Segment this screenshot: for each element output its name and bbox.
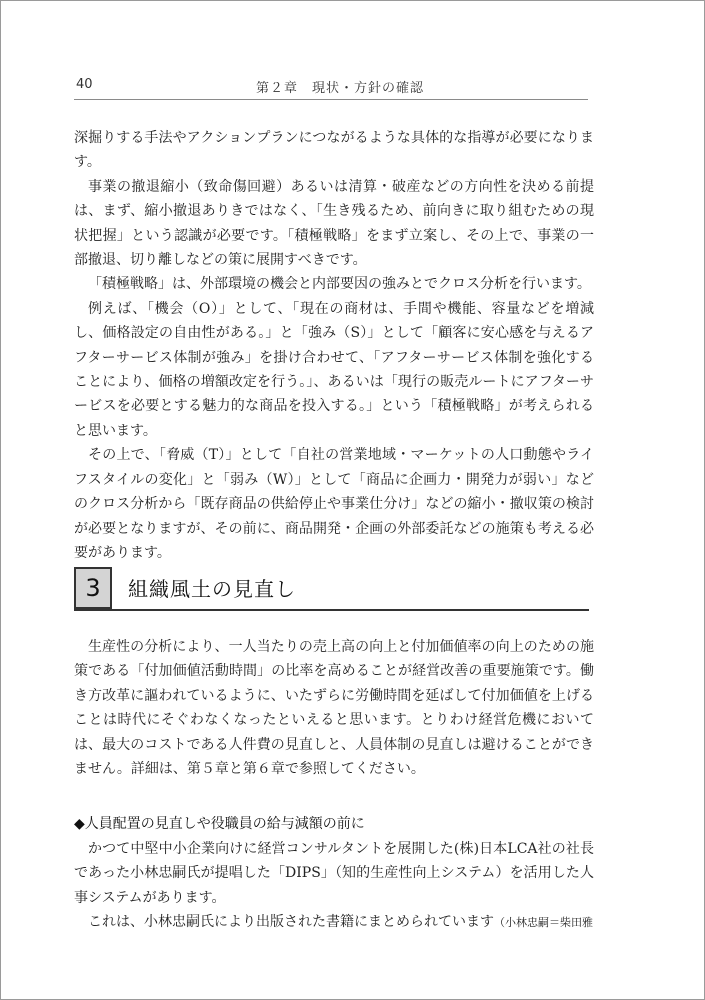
section-heading xyxy=(74,567,589,611)
paragraph: その上で、「脅威（T）」として「自社の営業地域・マーケットの人口動態やライフスタイルの変化」と「弱み（W）」として「商品に企画力・開発力が弱い」などのクロス分析から「既存商品の供給停止や事業仕分け」などの縮小・撤収策の検討が必要となりますが、その前に、商品開発・企画の外部委託などの施策も考える必要があります。 xyxy=(74,447,594,561)
paragraph-text: これは、小林忠嗣氏により出版された書籍にまとめられています xyxy=(88,914,494,931)
page-header xyxy=(74,77,588,100)
paragraph: 例えば、「機会（O）」として、「現在の商材は、手間や機能、容量などを増減し、価格設定の自由性がある。」と「強み（S）」として「顧客に安心感を与えるアフターサービス体制が強み」を掛け合わせて、「アフターサービス体制を強化することにより、価格の増額改定を行う。」、あるいは「現行の販売ルートにアフターサービスを必要とする魅力的な商品を投入する。」という「積極戦略」が考えられると思います。 xyxy=(74,300,594,439)
citation-note: （小林忠嗣＝柴田雅 xyxy=(494,916,593,930)
paragraph: 深掘りする手法やアクションプランにつながるような具体的な指導が必要になります。 xyxy=(74,130,594,171)
intro-text-block xyxy=(74,126,594,565)
paragraph: かつて中堅中小企業向けに経営コンサルタントを展開した(株)日本LCA社の社長であった小林忠嗣氏が提唱した「DIPS」（知的生産性向上システム）を活用した人事システムがあります。 xyxy=(74,841,594,906)
page-number: 40 xyxy=(76,77,93,92)
section-text-block xyxy=(74,635,594,781)
paragraph: 事業の撤退縮小（致命傷回避）あるいは清算・破産などの方向性を決める前提は、まず、縮小撤退ありきではなく、「生き残るため、前向きに取り組むための現状把握」という認識が必要です。「積極戦略」をまず立案し、その上で、事業の一部撤退、切り離しなどの策に展開すべきです。 xyxy=(74,178,594,269)
section-number-box: 3 xyxy=(74,567,112,609)
subsection-text-block xyxy=(74,837,594,936)
section-title: 組織風土の見直し xyxy=(128,577,296,601)
paragraph: 生産性の分析により、一人当たりの売上高の向上と付加価値率の向上のための施策である「付加価値活動時間」の比率を高めることが経営改善の重要施策です。働き方改革に謳われているように、いたずらに労働時間を延ばして付加価値を上げることは時代にそぐわなくなったといえると思います。とりわけ経営危機においては、最大のコストである人件費の見直しと、人員体制の見直しは避けることができません。詳細は、第５章と第６章で参照してください。 xyxy=(74,639,594,778)
running-head: 第２章 現状・方針の確認 xyxy=(256,81,425,96)
paragraph xyxy=(74,910,594,935)
subsection-heading: ◆人員配置の見直しや役職員の給与減額の前に xyxy=(74,816,365,832)
paragraph: 「積極戦略」は、外部環境の機会と内部要因の強みとでクロス分析を行います。 xyxy=(88,276,591,293)
